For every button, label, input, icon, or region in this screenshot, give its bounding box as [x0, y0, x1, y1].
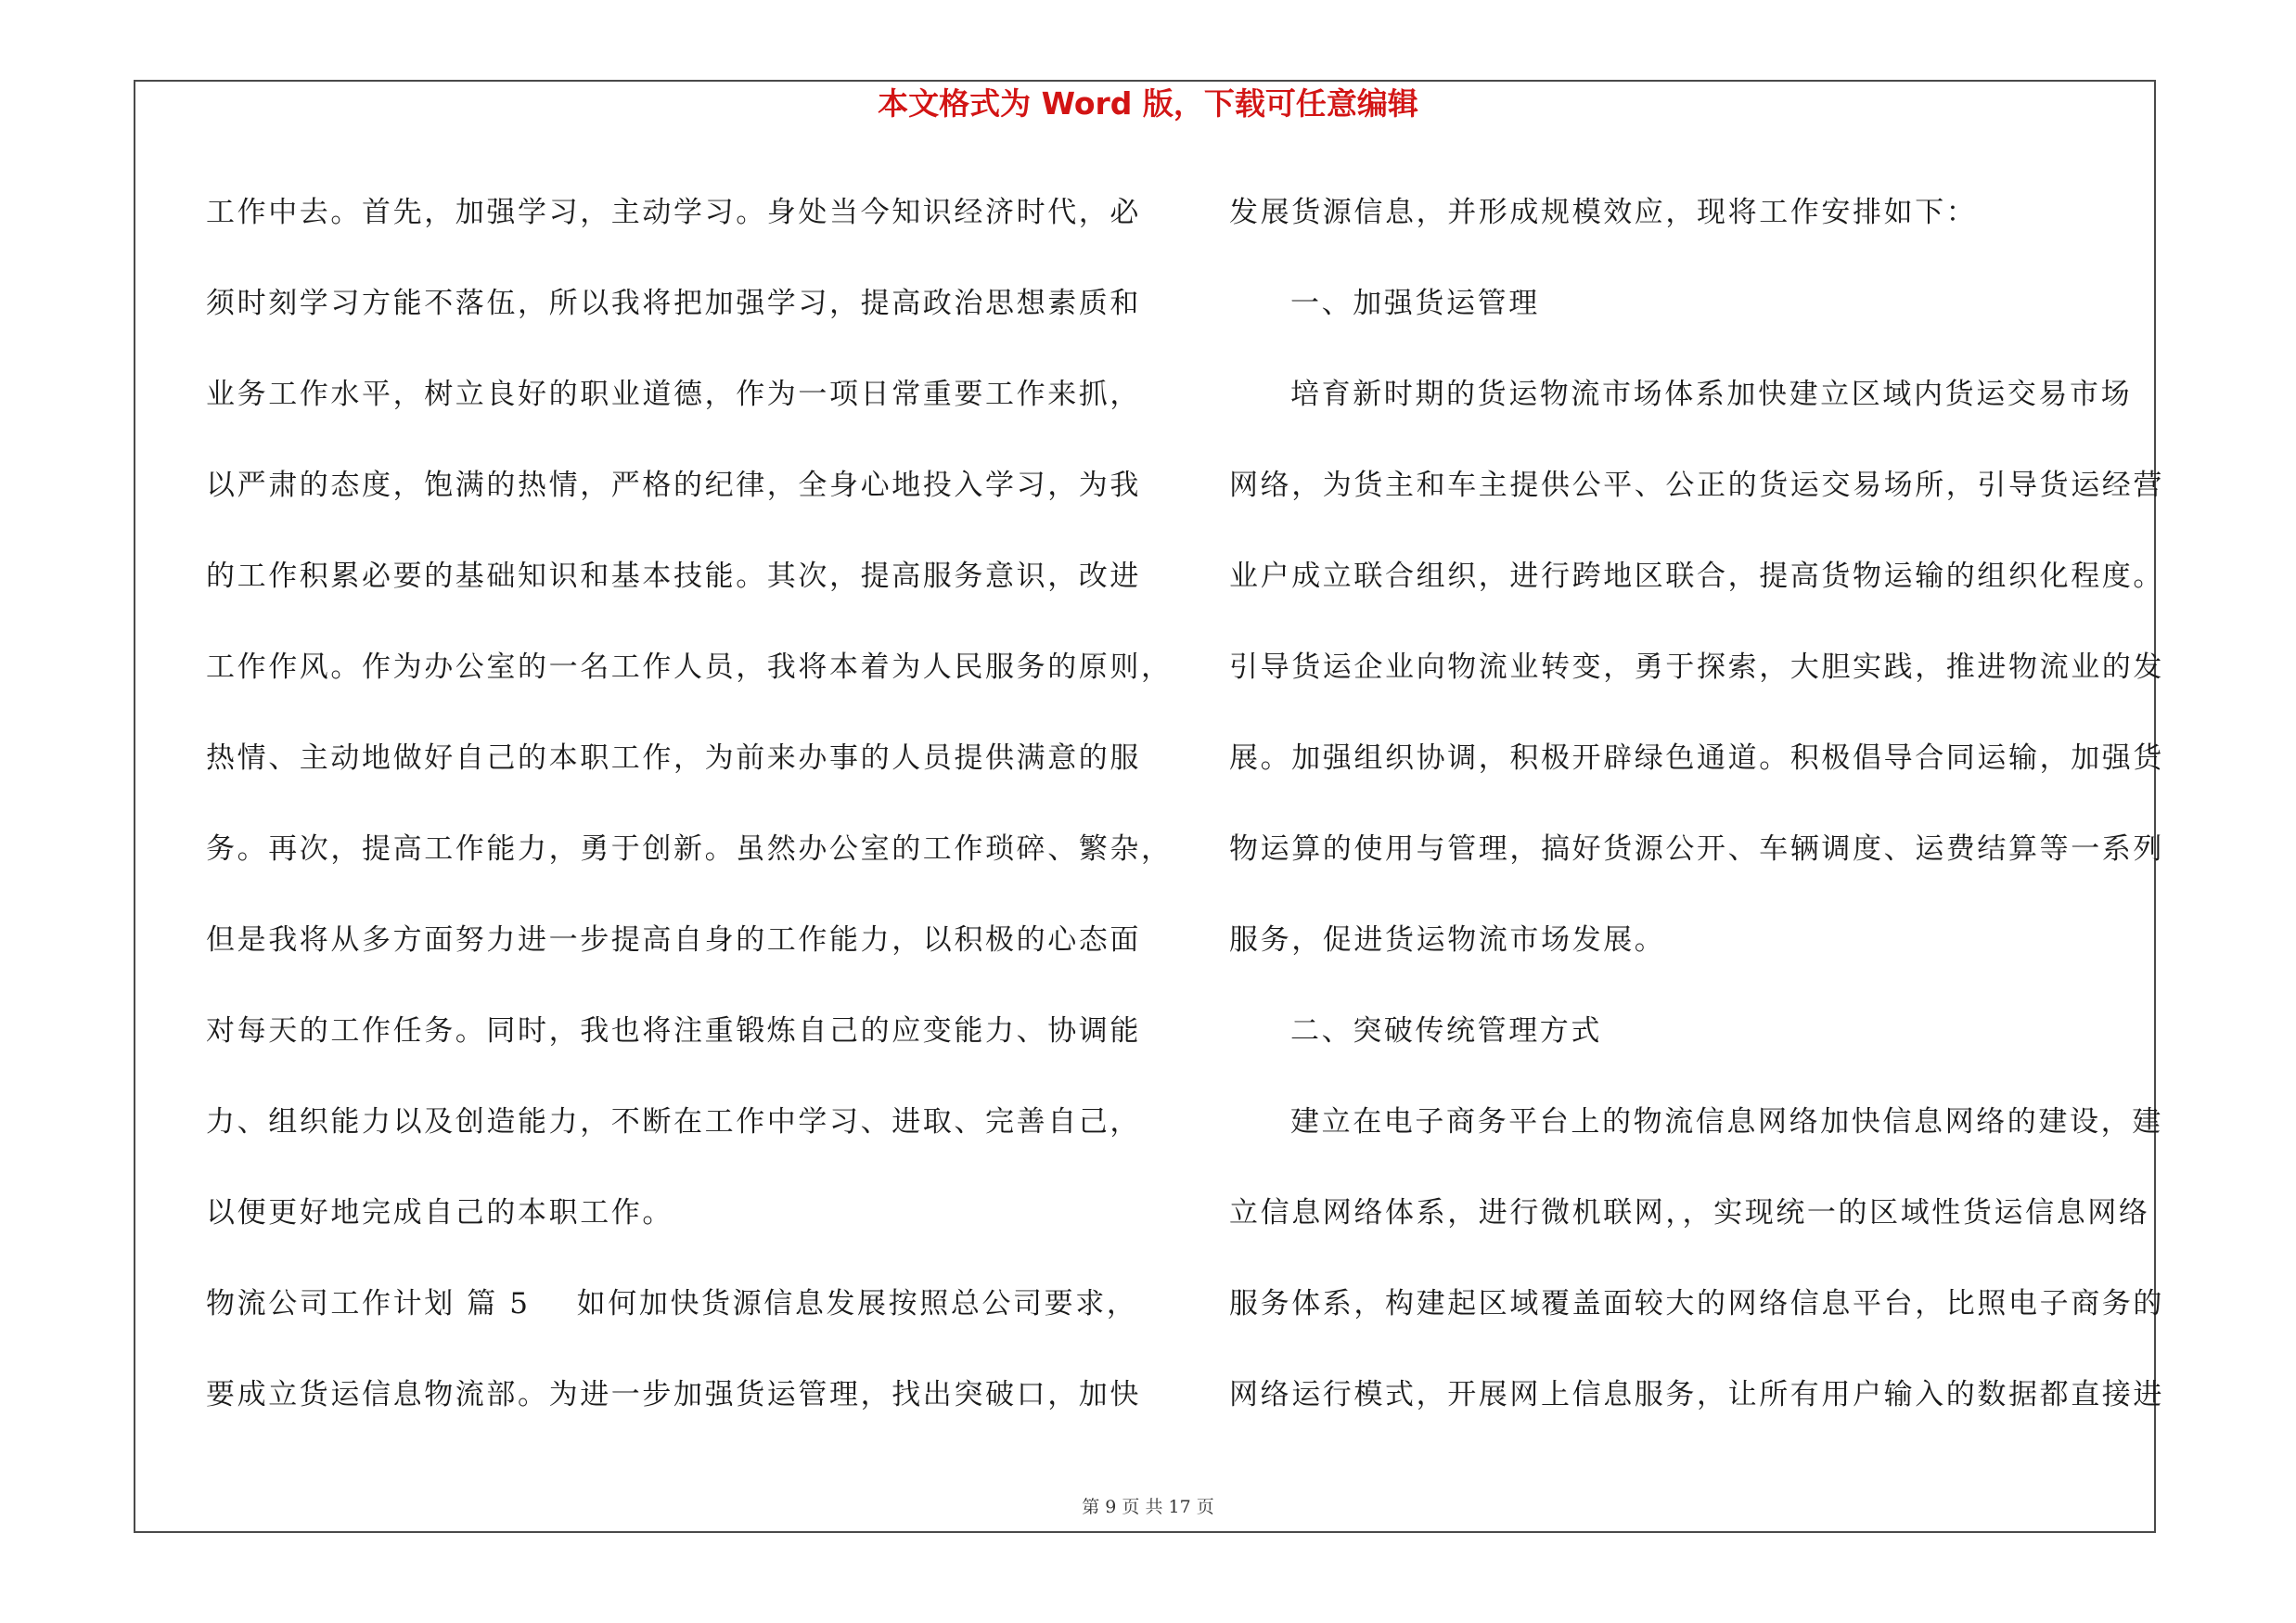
body-line: 引导货运企业向物流业转变，勇于探索，大胆实践，推进物流业的发 — [1229, 650, 2164, 684]
left-column — [206, 186, 1173, 1459]
section-first-line: 如何加快货源信息发展按照总公司要求， — [576, 1287, 1138, 1320]
page-number: 第 9 页 共 17 页 — [1082, 1497, 1214, 1517]
body-line: 服务体系，构建起区域覆盖面较大的网络信息平台，比照电子商务的 — [1229, 1287, 2164, 1320]
word-format-banner: 本文格式为 Word 版，下载可任意编辑 — [878, 85, 1418, 122]
body-line: 务。再次，提高工作能力，勇于创新。虽然办公室的工作琐碎、繁杂， — [206, 832, 1173, 866]
right-column — [1229, 186, 2166, 1459]
body-line: 网络运行模式，开展网上信息服务，让所有用户输入的数据都直接进 — [1229, 1378, 2164, 1411]
body-line: 培育新时期的货运物流市场体系加快建立区域内货运交易市场 — [1290, 378, 2133, 411]
body-line: 建立在电子商务平台上的物流信息网络加快信息网络的建设，建 — [1290, 1105, 2163, 1139]
body-line: 须时刻学习方能不落伍，所以我将把加强学习，提高政治思想素质和 — [206, 287, 1141, 320]
section-heading-line — [206, 1277, 1143, 1368]
section-heading: 一、加强货运管理 — [1290, 287, 1540, 320]
section-heading: 物流公司工作计划 篇 5 — [206, 1287, 531, 1320]
body-line: 但是我将从多方面努力进一步提高自身的工作能力，以积极的心态面 — [206, 923, 1141, 957]
body-line: 以严肃的态度，饱满的热情，严格的纪律，全身心地投入学习，为我 — [206, 469, 1141, 502]
body-line: 立信息网络体系，进行微机联网，，实现统一的区域性货运信息网络 — [1229, 1196, 2150, 1230]
body-line: 以便更好地完成自己的本职工作。 — [206, 1196, 673, 1230]
body-line: 工作作风。作为办公室的一名工作人员，我将本着为人民服务的原则， — [206, 650, 1173, 684]
section-heading: 二、突破传统管理方式 — [1290, 1014, 1602, 1048]
body-line: 热情、主动地做好自己的本职工作，为前来办事的人员提供满意的服 — [206, 741, 1141, 775]
body-line: 对每天的工作任务。同时，我也将注重锻炼自己的应变能力、协调能 — [206, 1014, 1141, 1048]
body-line: 物运算的使用与管理，搞好货源公开、车辆调度、运费结算等一系列 — [1229, 832, 2164, 866]
body-line: 工作中去。首先，加强学习，主动学习。身处当今知识经济时代，必 — [206, 196, 1141, 229]
body-line: 力、组织能力以及创造能力，不断在工作中学习、进取、完善自己， — [206, 1105, 1141, 1139]
body-line: 要成立货运信息物流部。为进一步加强货运管理，找出突破口，加快 — [206, 1378, 1141, 1411]
body-line: 业户成立联合组织，进行跨地区联合，提高货物运输的组织化程度。 — [1229, 560, 2164, 593]
body-line: 服务，促进货运物流市场发展。 — [1229, 923, 1666, 957]
body-line: 的工作积累必要的基础知识和基本技能。其次，提高服务意识，改进 — [206, 560, 1141, 593]
body-line: 展。加强组织协调，积极开辟绿色通道。积极倡导合同运输，加强货 — [1229, 741, 2164, 775]
body-line: 发展货源信息，并形成规模效应，现将工作安排如下： — [1229, 196, 1978, 229]
body-line: 业务工作水平，树立良好的职业道德，作为一项日常重要工作来抓， — [206, 378, 1141, 411]
body-line: 网络，为货主和车主提供公平、公正的货运交易场所，引导货运经营 — [1229, 469, 2164, 502]
